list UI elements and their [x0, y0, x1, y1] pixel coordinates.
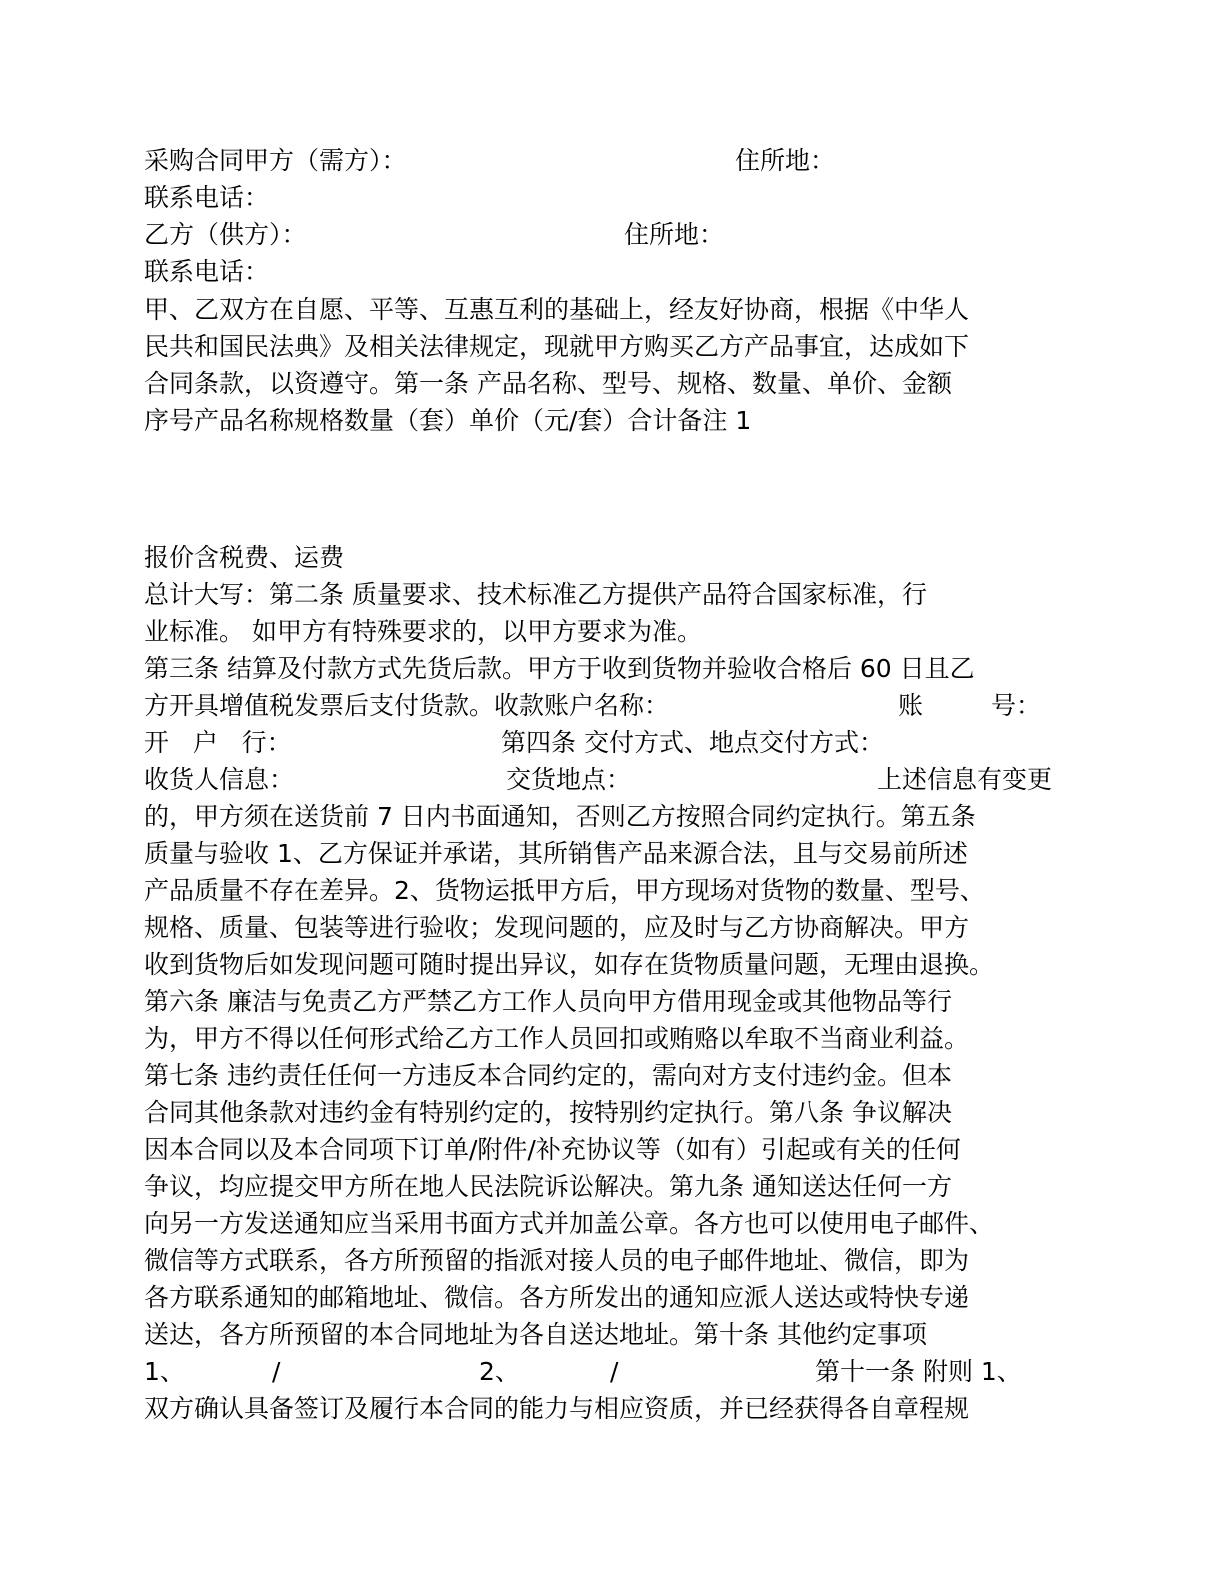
delivery-method-label: 第四条 交付方式、地点交付方式：: [501, 728, 884, 757]
intro-line: 甲、乙双方在自愿、平等、互惠互利的基础上，经友好协商，根据《中华人: [144, 295, 970, 324]
body-line: 的，甲方须在送货前 7 日内书面通知，否则乙方按照合同约定执行。第五条: [144, 802, 976, 831]
article-eleven-heading: 第十一条 附则 1、: [815, 1357, 1022, 1386]
delivery-location-label: 交货地点：: [506, 765, 632, 794]
item-1-number: 1、: [144, 1357, 185, 1386]
body-line: 合同其他条款对违约金有特别约定的，按特别约定执行。第八条 争议解决: [144, 1098, 952, 1127]
body-line: 第七条 违约责任任何一方违反本合同约定的，需向对方支付违约金。但本: [144, 1061, 952, 1090]
party-a-address-label: 住所地：: [735, 146, 836, 175]
bank-label: 开 户 行：: [144, 728, 292, 757]
item-2-number: 2、: [479, 1357, 520, 1386]
item-2-value: /: [610, 1357, 619, 1386]
item-1-value: /: [272, 1357, 281, 1386]
body-line: 业标准。 如甲方有特殊要求的，以甲方要求为准。: [144, 617, 702, 646]
quote-note: 报价含税费、运费: [144, 543, 345, 572]
body-line: 送达，各方所预留的本合同地址为各自送达地址。第十条 其他约定事项: [144, 1320, 927, 1349]
intro-line: 合同条款，以资遵守。第一条 产品名称、型号、规格、数量、单价、金额: [144, 369, 952, 398]
account-line: [144, 688, 1064, 724]
account-number-label-2: 号：: [991, 691, 1042, 720]
party-b-label: 乙方（供方）：: [144, 220, 307, 249]
intro-line: 民共和国民法典》及相关法律规定，现就甲方购买乙方产品事宜，达成如下: [144, 332, 970, 361]
body-line: 各方联系通知的邮箱地址、微信。各方所发出的通知应派人送达或特快专递: [144, 1283, 970, 1312]
body-line: 质量与验收 1、乙方保证并承诺，其所销售产品来源合法，且与交易前所述: [144, 839, 968, 868]
body-line: 为，甲方不得以任何形式给乙方工作人员回扣或贿赂以牟取不当商业利益。: [144, 1024, 970, 1053]
bank-line: [144, 725, 1064, 761]
info-change-text: 上述信息有变更: [877, 765, 1053, 794]
body-line: 双方确认具备签订及履行本合同的能力与相应资质，并已经获得各自章程规: [144, 1394, 970, 1423]
body-line: 产品质量不存在差异。2、货物运抵甲方后，甲方现场对货物的数量、型号、: [144, 876, 985, 905]
body-line: 因本合同以及本合同项下订单/附件/补充协议等（如有）引起或有关的任何: [144, 1135, 961, 1164]
receiver-line: [144, 762, 1074, 798]
body-line: 向另一方发送通知应当采用书面方式并加盖公章。各方也可以使用电子邮件、: [144, 1209, 995, 1238]
party-b-phone-label: 联系电话：: [144, 257, 270, 286]
party-a-line: [144, 143, 1144, 179]
account-name-label: 方开具增值税发票后支付货款。收款账户名称：: [144, 691, 670, 720]
account-number-label-1: 账: [898, 691, 924, 720]
party-b-line: [144, 217, 1144, 253]
body-line: 规格、质量、包装等进行验收；发现问题的，应及时与乙方协商解决。甲方: [144, 913, 970, 942]
body-line: 微信等方式联系，各方所预留的指派对接人员的电子邮件地址、微信，即为: [144, 1246, 970, 1275]
party-b-address-label: 住所地：: [624, 220, 725, 249]
party-a-phone-label: 联系电话：: [144, 183, 270, 212]
receiver-info-label: 收货人信息：: [144, 765, 295, 794]
body-line: 收到货物后如发现问题可随时提出异议，如存在货物质量问题，无理由退换。: [144, 950, 995, 979]
other-items-line: [144, 1354, 1064, 1390]
body-line: 总计大写：第二条 质量要求、技术标准乙方提供产品符合国家标准，行: [144, 580, 927, 609]
body-line: 争议，均应提交甲方所在地人民法院诉讼解决。第九条 通知送达任何一方: [144, 1172, 952, 1201]
body-line: 第三条 结算及付款方式先货后款。甲方于收到货物并验收合格后 60 日且乙: [144, 654, 975, 683]
body-line: 第六条 廉洁与免责乙方严禁乙方工作人员向甲方借用现金或其他物品等行: [144, 987, 952, 1016]
party-a-label: 采购合同甲方（需方）：: [144, 146, 407, 175]
product-table-header-line: 序号产品名称规格数量（套）单价（元/套）合计备注 1: [144, 406, 752, 435]
